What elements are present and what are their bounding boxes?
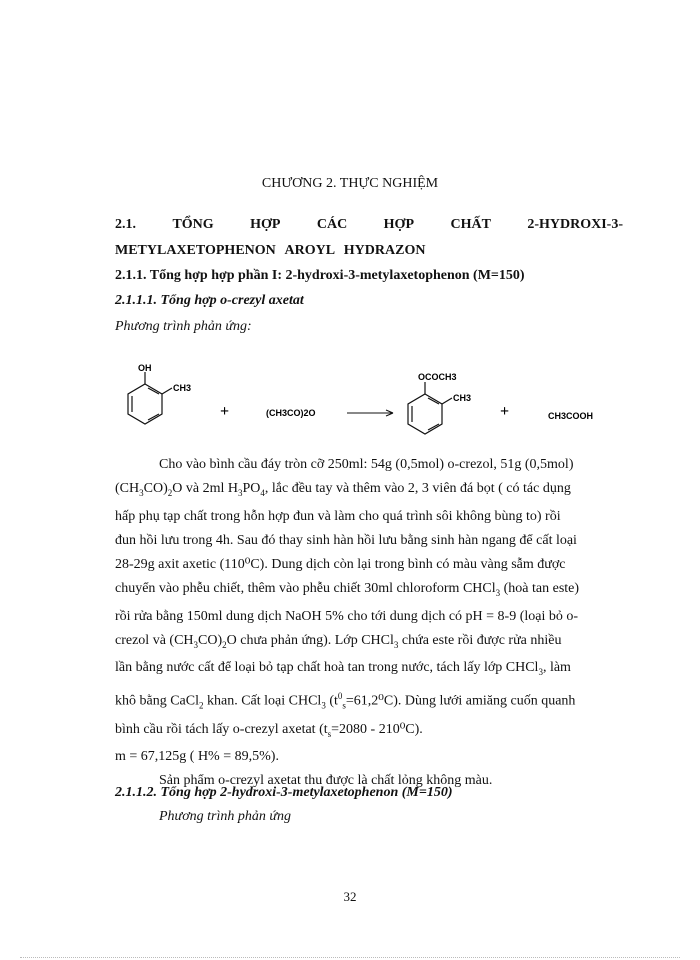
text-line: Sản phẩm o-crezyl axetat thu được là chất lỏng không màu.: [159, 773, 493, 789]
plus-sign: +: [220, 403, 230, 420]
plus-sign-2: +: [500, 403, 510, 420]
text-line: 28-29g axit axetic (110⁰C). Dung dịch còn lại trong bình có màu vàng sẫm được: [115, 556, 566, 572]
equation-label-2: Phương trình phản ứng: [159, 809, 292, 824]
heading-word: CÁC: [316, 217, 348, 232]
heading-word: CHẤT: [450, 217, 491, 232]
text-line: hấp phụ tạp chất trong hỗn hợp đun và làm cho quá trình sôi không bùng to) rồi: [115, 508, 561, 524]
text-line: khô bằng CaCl$_2$ khan. Cất loại CHCl$_3$ $(t^0_s=61,2^0C)$. Dùng lưới amiăng cuốn quanh: [115, 691, 576, 711]
heading-word: 2-HYDROXI-3-: [527, 217, 623, 232]
product-group-label: OCOCH3: [418, 372, 457, 382]
o-cresyl-acetate-structure: [408, 382, 452, 434]
anhydride-label: (CH3CO)2O: [266, 408, 316, 418]
heading-word: TỔNG: [172, 217, 214, 232]
chapter-title: CHƯƠNG 2. THỰC NGHIỆM: [261, 176, 439, 191]
page-number: 32: [343, 889, 357, 904]
reactant-ch3-label: CH3: [173, 383, 192, 393]
byproduct-label: CH3COOH: [548, 411, 594, 421]
section-2-1-1-heading: 2.1.1. Tổng hợp hợp phần I: 2-hydroxi-3-metylaxetophenon (M=150): [115, 268, 525, 283]
equation-label: Phương trình phản ứng:: [115, 319, 252, 334]
text-line: lần bằng nước cất để loại bỏ tạp chất hoà tan trong nước, tách lấy lớp CHCl$_3$, làm: [115, 660, 571, 678]
section-2-1-1-2-heading: 2.1.1.2. Tổng hợp 2-hydroxi-3-metylaxetophenon (M=150): [115, 785, 453, 800]
text-line: m = 67,125g ( H% = 89,5%).: [115, 749, 279, 765]
text-line: crezol và $(CH_3CO)_2O$ chưa phản ứng). Lớp CHCl$_3$ chứa este rồi được rửa nhiều: [115, 632, 562, 650]
page-break-divider: [20, 957, 680, 958]
section-number: 2.1.: [115, 217, 136, 232]
text-line: đun hồi lưu trong 4h. Sau đó thay sinh hàn hồi lưu bằng sinh hàn ngang để cất loại: [115, 532, 577, 548]
text-line: rồi rửa bằng 150ml dung dịch NaOH 5% cho tới dung dịch có pH = 8-9 (loại bỏ o-: [115, 608, 579, 624]
o-cresol-structure: [128, 372, 172, 424]
product-ch3-label: CH3: [453, 393, 472, 403]
text-line: Cho vào bình cầu đáy tròn cỡ 250ml: 54g (0,5mol) o-crezol, 51g (0,5mol): [159, 457, 574, 472]
procedure-paragraph: [115, 453, 625, 793]
heading-word: HỢP: [250, 217, 281, 232]
section-2-1-heading-line1: [115, 217, 623, 233]
reaction-arrow: [347, 410, 393, 416]
section-2-1-1-1-heading: 2.1.1.1. Tổng hợp o-crezyl axetat: [115, 293, 304, 308]
text-line: bình cầu rồi tách lấy o-crezyl axetat $(t_s=2080 - 210^0C)$.: [115, 721, 423, 739]
reaction-svg: [110, 362, 610, 442]
heading-word: HỢP: [383, 217, 415, 232]
text-line: $(CH_3CO)_2O$ và 2ml $H_3PO_4$, lắc đều tay và thêm vào 2, 3 viên đá bọt ( có tác dụng: [115, 481, 571, 498]
section-2-1-heading-line2: METYLAXETOPHENON AROYL HYDRAZON: [115, 243, 426, 258]
reactant-oh-label: OH: [138, 363, 152, 373]
reaction-scheme: [110, 362, 610, 447]
text-line: chuyển vào phễu chiết, thêm vào phễu chiết 30ml chloroform CHCl$_3$ (hoà tan este): [115, 580, 580, 598]
